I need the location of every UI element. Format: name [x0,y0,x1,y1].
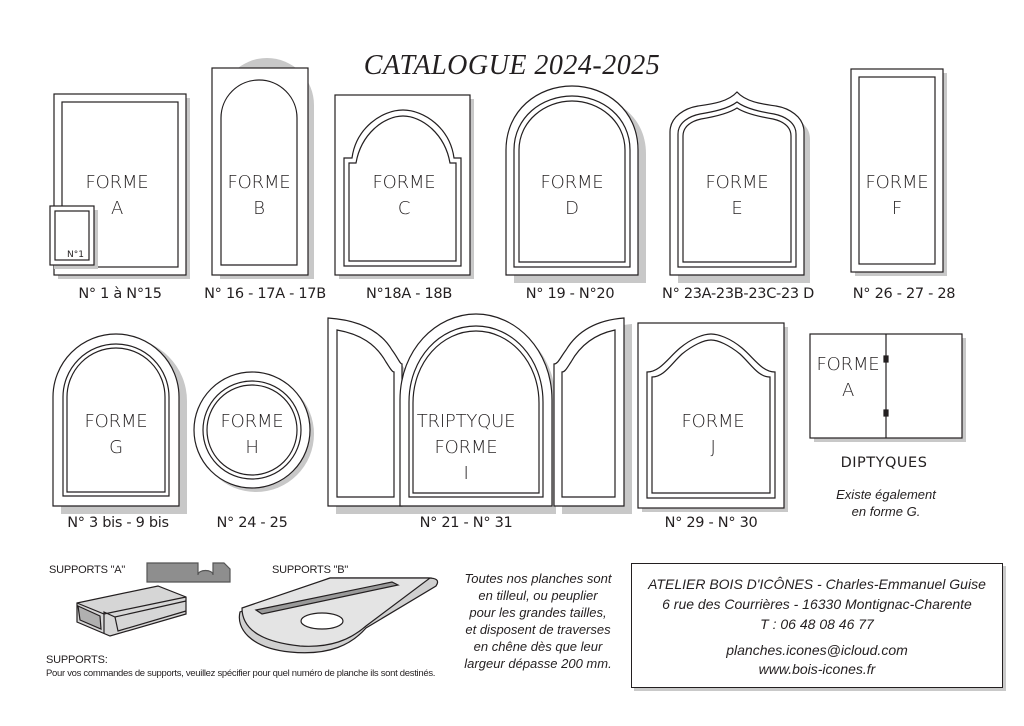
forme-g-label: FORME G [84,411,148,458]
forme-d-caption: N° 19 - N°20 [525,286,615,302]
forme-c-label: FORME C [372,172,436,219]
supports-heading: SUPPORTS: [46,654,108,666]
catalogue-title: CATALOGUE 2024-2025 [363,50,661,81]
triptyque-i-caption: N° 21 - N° 31 [419,515,513,531]
forme-f-label: FORME F [865,172,929,219]
forme-f-caption: N° 26 - 27 - 28 [852,286,956,302]
support-b-label: SUPPORTS "B" [272,564,349,576]
forme-h-label: FORME H [220,411,284,458]
contact-email[interactable]: planches.icones@icloud.com [726,642,908,658]
support-b-drawing [239,578,437,653]
triptyque-i-label: TRIPTYQUE FORME I [416,411,516,484]
forme-a-caption: N° 1 à N°15 [78,286,162,302]
diptyque-label: FORME A [816,354,880,401]
board-forme-b [212,58,314,279]
forme-j-caption: N° 29 - N° 30 [664,515,758,531]
wood-note: Toutes nos planches sont en tilleul, ou peuplier pour les grandes tailles, et disposent de traverses en chêne dès que leur largeur dépasse 200 mm. [464,571,612,671]
diptyques-note: Existe également en forme G. [836,487,936,519]
support-a-label: SUPPORTS "A" [49,564,126,576]
support-a-profile [147,563,230,582]
forme-e-label: FORME E [705,172,769,219]
forme-a-label: FORME A [85,172,149,219]
contact-atelier: ATELIER BOIS D'ICÔNES - Charles-Emmanuel Guise [648,576,986,592]
forme-b-label: FORME B [227,172,291,219]
supports-note: Pour vos commandes de supports, veuillez spécifier pour quel numéro de planche ils sont destinés. [46,668,436,679]
contact-box [631,563,1003,688]
forme-b-caption: N° 16 - 17A - 17B [204,286,326,302]
forme-j-label: FORME J [681,411,745,458]
support-a-drawing [77,586,186,636]
diptyques-title: DIPTYQUES [840,455,928,471]
small-board-label: N°1 [67,250,84,260]
contact-website[interactable]: www.bois-icones.fr [758,661,876,677]
contact-phone: T : 06 48 08 46 77 [760,616,874,632]
forme-h-caption: N° 24 - 25 [216,515,288,531]
forme-g-caption: N° 3 bis - 9 bis [67,515,169,531]
contact-address: 6 rue des Courrières - 16330 Montignac-Charente [662,596,972,612]
forme-c-caption: N°18A - 18B [365,286,453,302]
forme-e-caption: N° 23A-23B-23C-23 D [662,286,814,302]
forme-d-label: FORME D [540,172,604,219]
